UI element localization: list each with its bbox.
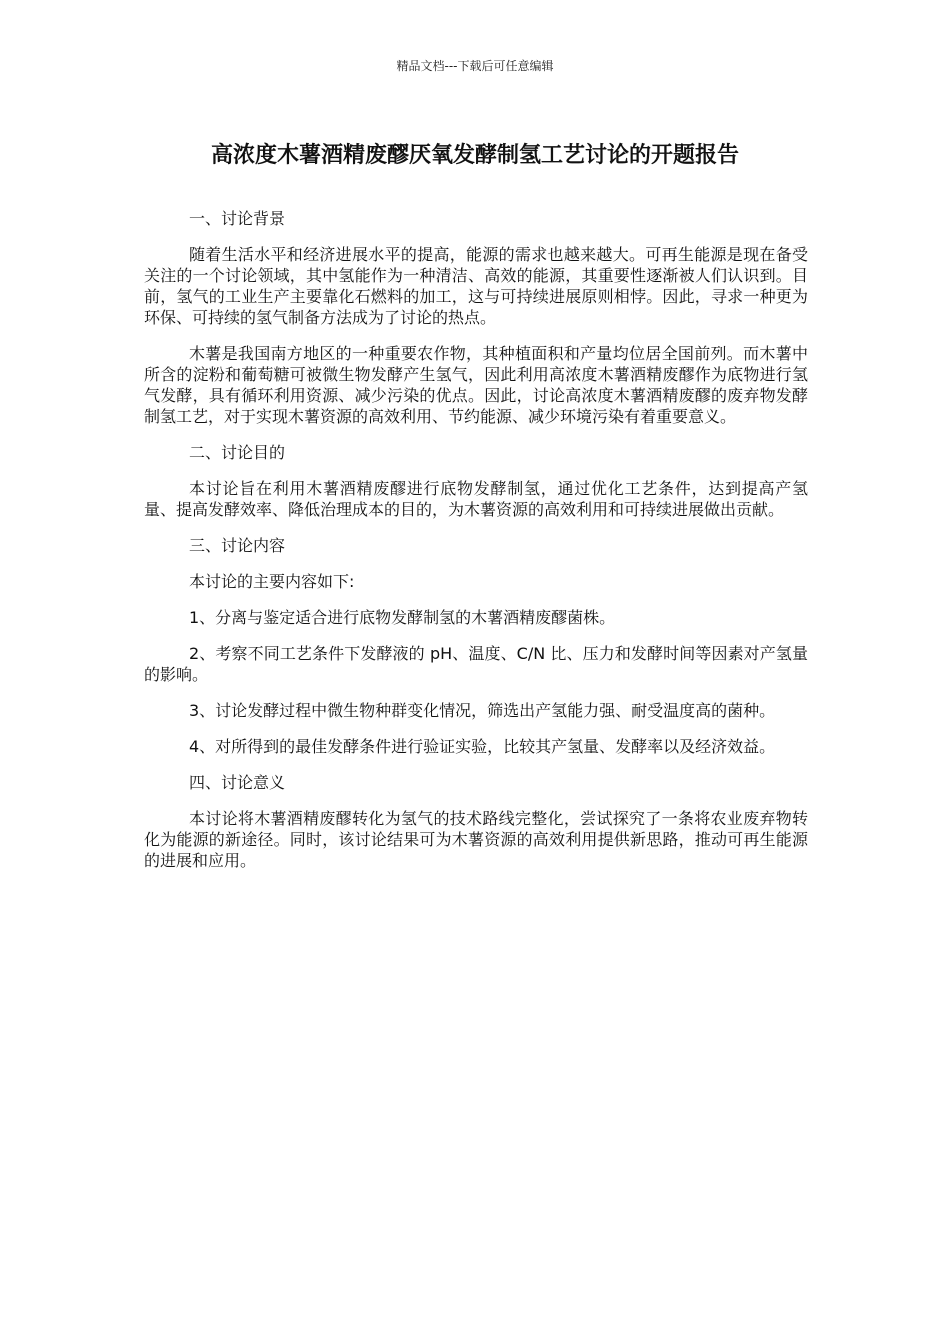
section-heading-significance: 四、讨论意义 — [189, 773, 286, 792]
significance-paragraph: 本讨论将木薯酒精废醪转化为氢气的技术路线完整化，尝试探究了一条将农业废弃物转化为能源的新途径。同时，该讨论结果可为木薯资源的高效利用提供新思路，推动可再生能源的进展和应用。 — [144, 809, 808, 870]
document-title: 高浓度木薯酒精废醪厌氧发酵制氢工艺讨论的开题报告 — [210, 143, 739, 168]
page-header: 精品文档---下载后可任意编辑 — [396, 59, 554, 73]
content-item-1: 1、分离与鉴定适合进行底物发酵制氢的木薯酒精废醪菌株。 — [189, 608, 616, 627]
document-body — [144, 208, 808, 886]
section-heading-background: 一、讨论背景 — [189, 209, 286, 228]
purpose-paragraph: 本讨论旨在利用木薯酒精废醪进行底物发酵制氢，通过优化工艺条件，达到提高产氢量、提高发酵效率、降低治理成本的目的，为木薯资源的高效利用和可持续进展做出贡献。 — [144, 479, 808, 519]
content-item-3: 3、讨论发酵过程中微生物种群变化情况，筛选出产氢能力强、耐受温度高的菌种。 — [189, 701, 776, 720]
background-paragraph-2: 木薯是我国南方地区的一种重要农作物，其种植面积和产量均位居全国前列。而木薯中所含的淀粉和葡萄糖可被微生物发酵产生氢气，因此利用高浓度木薯酒精废醪作为底物进行氢气发酵，具有循环利用资源、减少污染的优点。因此，讨论高浓度木薯酒精废醪的废弃物发酵制氢工艺，对于实现木薯资源的高效利用、节约能源、减少环境污染有着重要意义。 — [144, 344, 808, 426]
content-item-2: 2、考察不同工艺条件下发酵液的 pH、温度、C/N 比、压力和发酵时间等因素对产氢量的影响。 — [144, 644, 808, 684]
section-heading-content: 三、讨论内容 — [189, 536, 286, 555]
content-intro: 本讨论的主要内容如下: — [189, 572, 355, 591]
content-item-4: 4、对所得到的最佳发酵条件进行验证实验，比较其产氢量、发酵率以及经济效益。 — [189, 737, 776, 756]
section-heading-purpose: 二、讨论目的 — [189, 443, 286, 462]
background-paragraph-1: 随着生活水平和经济进展水平的提高，能源的需求也越来越大。可再生能源是现在备受关注的一个讨论领域，其中氢能作为一种清洁、高效的能源，其重要性逐渐被人们认识到。目前，氢气的工业生产主要靠化石燃料的加工，这与可持续进展原则相悖。因此，寻求一种更为环保、可持续的氢气制备方法成为了讨论的热点。 — [144, 245, 808, 327]
